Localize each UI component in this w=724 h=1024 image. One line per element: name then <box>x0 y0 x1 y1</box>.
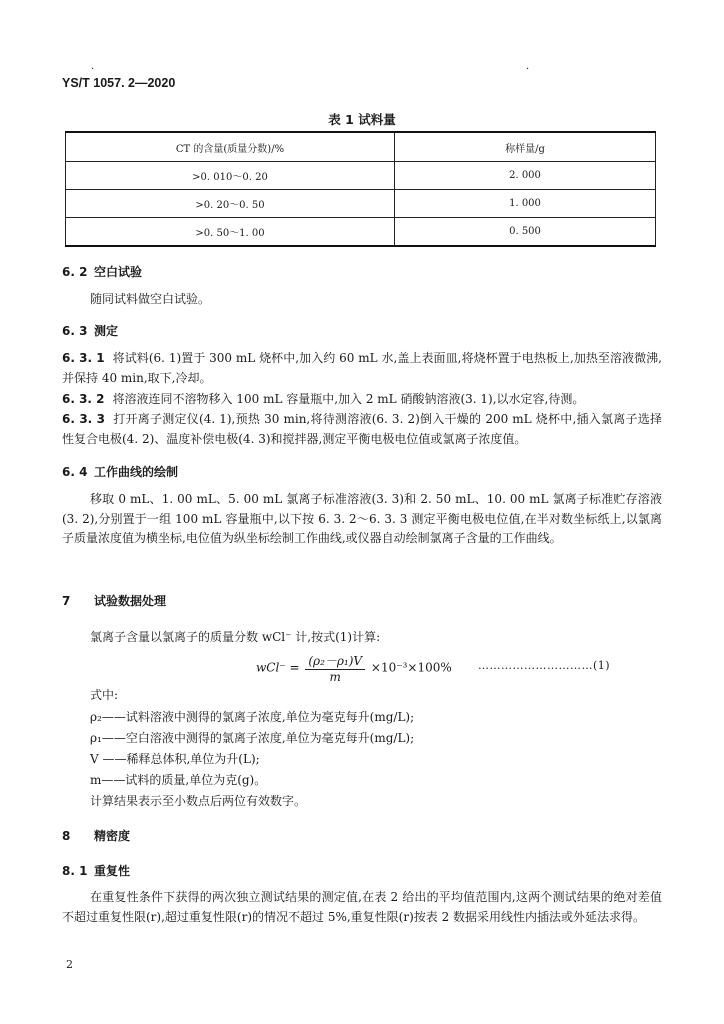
clause-number: 6. 3. 2 <box>62 392 105 406</box>
table-row <box>66 190 656 218</box>
section-title: 测定 <box>94 324 119 338</box>
section-number: 7 <box>62 594 71 608</box>
definition-item: ρ₂——试料溶液中测得的氯离子浓度,单位为毫克每升(mg/L); <box>90 710 415 724</box>
paragraph-6-3-2 <box>62 390 662 410</box>
section-6-2-text: 随同试料做空白试验。 <box>90 292 211 306</box>
section-7-heading <box>62 592 166 609</box>
section-title: 精密度 <box>94 829 131 843</box>
definition-item: V ——稀释总体积,单位为升(L); <box>90 752 260 766</box>
table1-title: 表 1 试料量 <box>328 112 396 127</box>
formula-fraction <box>305 652 365 684</box>
section-7-intro: 氯离子含量以氯离子的质量分数 wCl⁻ 计,按式(1)计算: <box>90 630 381 644</box>
formula-number: …………………………(1) <box>478 659 611 672</box>
table-cell-mass: 1. 000 <box>395 190 656 218</box>
table1 <box>65 131 656 247</box>
clause-text: 打开离子测定仪(4. 1),预热 30 min,将待测溶液(6. 3. 2)倒入干燥的 200 mL 烧杯中,插入氯离子选择性复合电极(4. 2)、温度补偿电极(4. 3)和搅拌器,测定平衡电极电位值或氯离子浓度值。 <box>62 412 662 446</box>
table-cell-mass: 2. 000 <box>395 162 656 190</box>
table-col-content: CT 的含量(质量分数)/% <box>66 132 395 162</box>
definition-item: m——试料的质量,单位为克(g)。 <box>90 773 267 787</box>
formula-denominator: m <box>329 670 341 684</box>
definition-item: ρ₁——空白溶液中测得的氯离子浓度,单位为毫克每升(mg/L); <box>90 731 415 745</box>
clause-text: 将试料(6. 1)置于 300 mL 烧杯中,加入约 60 mL 水,盖上表面皿,将烧杯置于电热板上,加热至溶液微沸,并保持 40 min,取下,冷却。 <box>62 351 662 385</box>
section-6-4-text: 移取 0 mL、1. 00 mL、5. 00 mL 氯离子标准溶液(3. 3)和 2. 50 mL、10. 00 mL 氯离子标准贮存溶液(3. 2),分别置于一组 100 mL 容量瓶中,以下按 6. 3. 2～6. 3. 3 测定平衡电极电位值,在半对数坐标纸上,以氯离子质量浓度值为横坐标,电位值为纵坐标绘制工作曲线,或仪器自动绘制氯离子含量的工作曲线。 <box>62 492 662 545</box>
section-8-1-heading <box>62 862 130 879</box>
clause-text: 将溶液连同不溶物移入 100 mL 容量瓶中,加入 2 mL 硝酸钠溶液(3. 1),以水定容,待测。 <box>112 392 585 406</box>
section-8-heading <box>62 827 130 844</box>
mark-right: · <box>526 64 530 75</box>
table-row <box>66 162 656 190</box>
section-6-3-heading <box>62 322 118 339</box>
section-title: 试验数据处理 <box>94 594 167 608</box>
section-number: 8. 1 <box>62 864 88 878</box>
formula-where: 式中: <box>90 688 119 702</box>
section-8-1-text: 在重复性条件下获得的两次独立测试结果的测定值,在表 2 给出的平均值范围内,这两个测试结果的绝对差值不超过重复性限(r),超过重复性限(r)的情况不超过 5%,重复性限(r)按表 2 数据采用线性内插法或外延法求得。 <box>62 890 662 924</box>
table-cell-mass: 0. 500 <box>395 218 656 247</box>
result-note: 计算结果表示至小数点后两位有效数字。 <box>90 794 307 808</box>
page-number: 2 <box>66 958 73 971</box>
formula-lhs: wCl⁻ = <box>256 660 300 675</box>
table-col-mass: 称样量/g <box>395 132 656 162</box>
section-title: 空白试验 <box>94 265 143 279</box>
section-6-2-heading <box>62 263 142 280</box>
section-number: 6. 2 <box>62 265 88 279</box>
section-title: 重复性 <box>94 864 131 878</box>
formula-numerator: (ρ₂－ρ₁)V <box>305 652 365 670</box>
paragraph-6-3-3 <box>62 410 662 449</box>
section-number: 6. 3 <box>62 324 88 338</box>
section-number: 6. 4 <box>62 465 88 479</box>
table-header-row <box>66 132 656 162</box>
standard-number: YS/T 1057. 2—2020 <box>62 76 176 90</box>
clause-number: 6. 3. 3 <box>62 412 106 426</box>
paragraph-6-3-1 <box>62 349 662 388</box>
formula-factor: ×10⁻³×100% <box>370 660 452 675</box>
section-title: 工作曲线的绘制 <box>94 465 179 479</box>
section-6-4-heading <box>62 463 178 480</box>
table-cell-range: >0. 50～1. 00 <box>66 218 395 247</box>
section-number: 8 <box>62 829 71 843</box>
mark-left: · <box>91 64 95 75</box>
clause-number: 6. 3. 1 <box>62 351 105 365</box>
table-row <box>66 218 656 247</box>
formula-1 <box>256 652 452 684</box>
table-cell-range: >0. 20～0. 50 <box>66 190 395 218</box>
table-cell-range: >0. 010～0. 20 <box>66 162 395 190</box>
